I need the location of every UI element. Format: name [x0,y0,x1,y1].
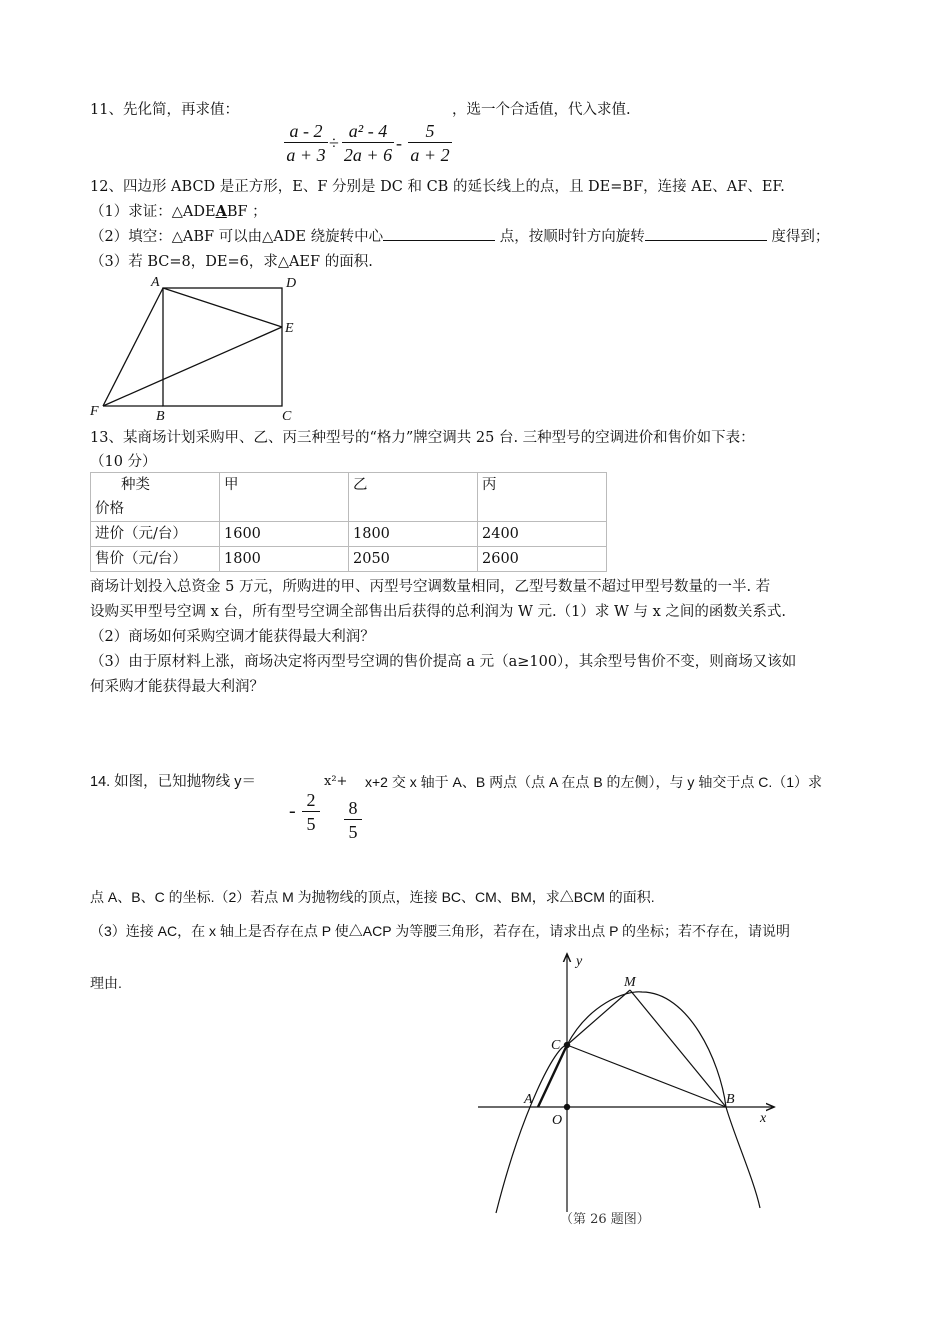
q14-lead-rest: x+2 交 x 轴于 A、B 两点（点 A 在点 B 的左侧），与 y 轴交于点 C.（1）求 [365,774,823,790]
table-row-label: 售价（元/台） [91,547,220,572]
label-a: A [524,1092,533,1107]
point-c [564,1042,570,1048]
q14-neg: - [289,800,296,822]
q12-part2: （2）填空：△ABF 可以由△ADE 绕旋转中心 点，按顺时针方向旋转 度得到； [90,229,830,245]
q13-body-5: 何采购才能获得最大利润？ [90,679,264,695]
label-f: F [90,404,99,419]
table-header-corner: 种类 价格 [91,473,220,522]
q11-f2-den: 2a + 6 [343,145,393,165]
table-row [91,522,607,547]
table-row-label: 进价（元/台） [91,522,220,547]
label-o: O [552,1113,563,1128]
table-cell: 2600 [478,547,607,572]
q14-line-3: （3）连接 AC，在 x 轴上是否存在点 P 使△ACP 为等腰三角形，若存在，请求出点 P 的坐标；若不存在，请说明 [90,923,791,939]
q11-divide: ÷ [329,133,339,153]
table-col-header: 丙 [478,473,607,522]
segment-cm [567,990,630,1045]
segment-bc [567,1045,726,1107]
q11-tail: ，选一个合适值，代入求值. [452,102,631,118]
q13-body-2: 设购买甲型号空调 x 台，所有型号空调全部售出后获得的总利润为 W 元.（1）求 W 与 x 之间的函数关系式. [90,604,786,620]
label-b: B [726,1092,735,1107]
q12-figure [86,270,306,422]
q14-fraction-a: 2 5 [302,789,320,836]
segment-af [103,288,163,406]
segment-ae [163,288,282,327]
segment-ef [103,327,282,406]
label-b: B [156,409,165,422]
q13-body-4: （3）由于原材料上涨，商场决定将丙型号空调的售价提高 a 元（a≥100），其余型号售价不变，则商场又该如 [90,654,797,670]
q13-score: （10 分） [90,454,157,470]
q14-lead: 14. 如图，已知抛物线 y＝ [90,774,256,790]
q14-x2: x²+ [324,774,348,789]
label-c: C [551,1038,561,1053]
q12-part1: （1）求证：△ADEABF ； [90,203,267,220]
parabola [496,992,760,1213]
label-m: M [624,975,636,990]
q13-stem: 13、某商场计划采购甲、乙、丙三种型号的“格力”牌空调共 25 台. 三种型号的空调进价和售价如下表： [90,430,755,446]
label-a: A [151,275,160,290]
q11-fraction-3 [408,120,452,167]
q14-line-2: 点 A、B、C 的坐标.（2）若点 M 为抛物线的顶点，连接 BC、CM、BM，求△BCM 的面积. [90,889,655,905]
q11-f3-den: a + 2 [410,145,450,165]
table-cell: 1800 [349,522,478,547]
table-cell: 1600 [220,522,349,547]
q11-minus: - [396,133,402,153]
table-col-header: 乙 [349,473,478,522]
figure-caption: （第 26 题图） [560,1212,650,1227]
q14-line-4: 理由. [90,975,122,991]
label-e: E [285,321,294,336]
q12-blank-center[interactable] [383,240,495,241]
table-cell: 1800 [220,547,349,572]
segment-ac [538,1045,567,1107]
q13-body-3: （2）商场如何采购空调才能获得最大利润？ [90,629,375,645]
q12-part3: （3）若 BC=8，DE=6，求△AEF 的面积. [90,254,373,270]
label-x: x [760,1111,767,1126]
label-y: y [576,954,583,969]
table-row [91,547,607,572]
q12-blank-angle[interactable] [645,240,767,241]
q11-lead: 11、先化简，再求值： [90,102,239,118]
table-col-header: 甲 [220,473,349,522]
q12-stem: 12、四边形 ABCD 是正方形，E、F 分别是 DC 和 CB 的延长线上的点，且 DE=BF，连接 AE、AF、EF. [90,179,785,195]
point-o [564,1104,570,1110]
q14-fraction-b: 8 5 [344,797,362,844]
segment-bm [630,990,726,1107]
table-cell: 2050 [349,547,478,572]
q13-body-1: 商场计划投入总资金 5 万元，所购进的甲、丙型号空调数量相同，乙型号数量不超过甲型号数量的一半. 若 [90,579,771,595]
table-cell: 2400 [478,522,607,547]
q11-f3-num: 5 [425,121,435,141]
q11-f1-num: a - 2 [289,121,323,141]
q14-figure [470,950,790,1240]
q11-fraction-1 [284,120,328,167]
square-abcd [163,288,282,406]
label-c: C [282,409,292,422]
label-d: D [286,276,297,291]
q11-fraction-2 [342,120,394,167]
price-table [90,472,607,572]
q11-f2-num: a² - 4 [348,121,388,141]
q11-f1-den: a + 3 [286,145,326,165]
